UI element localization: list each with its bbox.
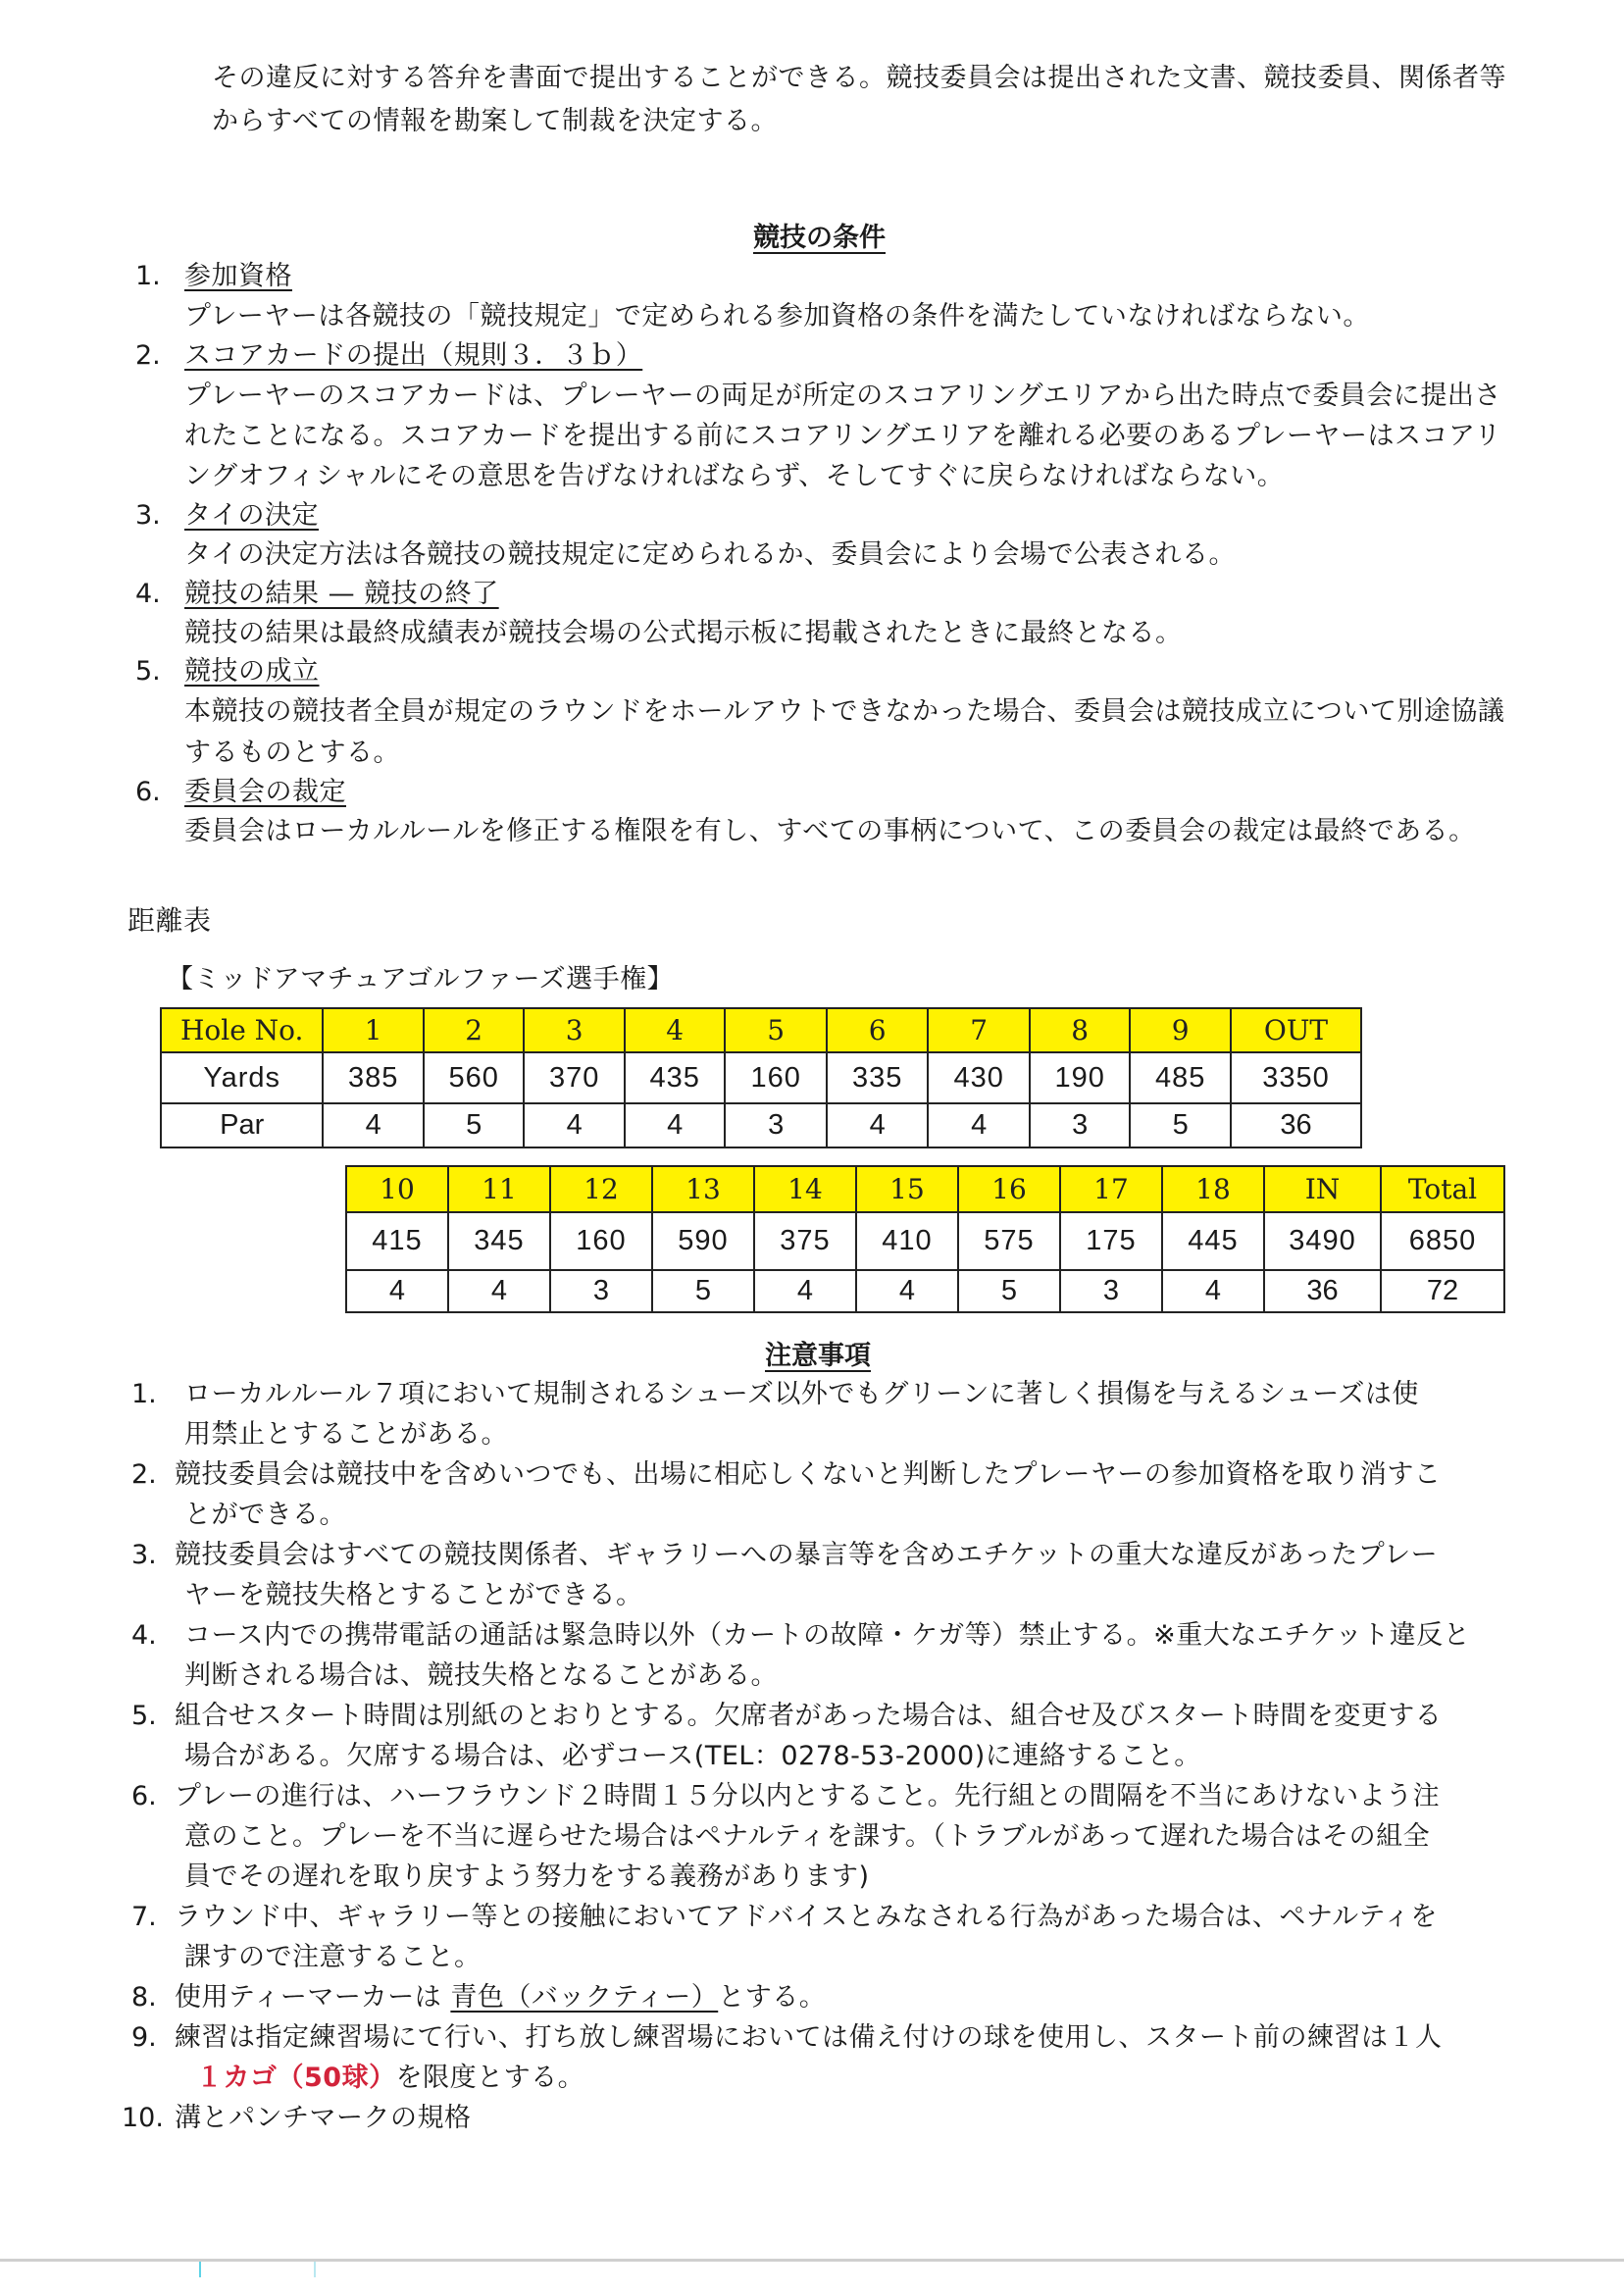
condition-heading: 競技の結果 — 競技の終了 xyxy=(184,579,499,609)
header-cell: Hole No. xyxy=(161,1008,323,1052)
yards-cell: 370 xyxy=(524,1052,625,1103)
par-cell: 5 xyxy=(958,1270,1060,1312)
yards-cell: 175 xyxy=(1060,1212,1162,1270)
condition-heading: 競技の成立 xyxy=(184,656,320,687)
section-title-conditions: 競技の条件 xyxy=(753,223,886,253)
par-cell: 3 xyxy=(550,1270,652,1312)
yards-cell: 590 xyxy=(652,1212,754,1270)
yards-cell: 415 xyxy=(346,1212,448,1270)
header-cell: IN xyxy=(1264,1166,1381,1212)
note-line: ヤーを競技失格とすることができる。 xyxy=(184,1580,643,1610)
note-line: 判断される場合は、競技失格となることがある。 xyxy=(184,1660,778,1691)
yards-cell: 160 xyxy=(725,1052,827,1103)
note-text: 使用ティーマーカーは xyxy=(175,1982,451,2013)
note-number: 2. xyxy=(131,1459,157,1490)
par-row xyxy=(161,1103,1361,1147)
intro-line: からすべての情報を勘案して制裁を決定する。 xyxy=(212,106,778,136)
par-cell: 4 xyxy=(928,1103,1030,1147)
yards-cell: 445 xyxy=(1162,1212,1264,1270)
header-cell: 11 xyxy=(448,1166,550,1212)
yards-cell: 435 xyxy=(625,1052,726,1103)
note-number: 4. xyxy=(131,1620,157,1651)
header-cell: 7 xyxy=(928,1008,1030,1052)
condition-body: タイの決定方法は各競技の競技規定に定められるか、委員会により会場で公表される。 xyxy=(184,539,1236,570)
yards-cell: 190 xyxy=(1030,1052,1131,1103)
yards-cell: 3490 xyxy=(1264,1212,1381,1270)
header-cell: Total xyxy=(1381,1166,1504,1212)
note-line: 組合せスタート時間は別紙のとおりとする。欠席者があった場合は、組合せ及びスタート時間を変更する xyxy=(175,1701,1443,1731)
condition-body: プレーヤーのスコアカードは、プレーヤーの両足が所定のスコアリングエリアから出た時点で委員会に提出さ xyxy=(184,381,1501,411)
yards-cell: 160 xyxy=(550,1212,652,1270)
par-cell: 5 xyxy=(1130,1103,1231,1147)
note-number: 7. xyxy=(131,1902,157,1932)
note-number: 6. xyxy=(131,1781,157,1811)
yards-cell: 560 xyxy=(424,1052,525,1103)
note-line: 員でその遅れを取り戻すよう努力をする義務があります) xyxy=(184,1861,870,1892)
scan-artifact xyxy=(199,2262,201,2277)
header-cell: 1 xyxy=(323,1008,424,1052)
header-cell: 5 xyxy=(725,1008,827,1052)
par-cell: Par xyxy=(161,1103,323,1147)
condition-number: 5. xyxy=(135,656,161,687)
par-cell: 3 xyxy=(1060,1270,1162,1312)
header-cell: 15 xyxy=(856,1166,958,1212)
condition-heading: 委員会の裁定 xyxy=(184,777,346,807)
header-cell: 18 xyxy=(1162,1166,1264,1212)
header-cell: 12 xyxy=(550,1166,652,1212)
header-cell: 2 xyxy=(424,1008,525,1052)
yards-row xyxy=(346,1212,1504,1270)
yards-cell: 385 xyxy=(323,1052,424,1103)
par-cell: 4 xyxy=(448,1270,550,1312)
scan-edge-line xyxy=(0,2259,1624,2262)
par-cell: 72 xyxy=(1381,1270,1504,1312)
tee-marker-value: 青色（バックティー） xyxy=(450,1982,719,2013)
note-line: 競技委員会はすべての競技関係者、ギャラリーへの暴言等を含めエチケットの重大な違反があったプレー xyxy=(175,1540,1439,1570)
practice-limit-highlight: １カゴ（50球） xyxy=(196,2063,396,2093)
note-line: 練習は指定練習場にて行い、打ち放し練習場においては備え付けの球を使用し、スタート前の練習は１人 xyxy=(175,2022,1443,2053)
par-cell: 4 xyxy=(856,1270,958,1312)
par-row xyxy=(346,1270,1504,1312)
note-line: 場合がある。欠席する場合は、必ずコース(TEL：0278-53-2000)に連絡すること。 xyxy=(184,1741,1201,1771)
header-cell: OUT xyxy=(1231,1008,1361,1052)
yards-cell: 375 xyxy=(754,1212,856,1270)
yards-cell: 430 xyxy=(928,1052,1030,1103)
header-cell: 3 xyxy=(524,1008,625,1052)
hole-number-row xyxy=(346,1166,1504,1212)
note-line: 溝とパンチマークの規格 xyxy=(175,2103,472,2133)
distance-table-back xyxy=(345,1165,1505,1313)
header-cell: 9 xyxy=(1130,1008,1231,1052)
note-line: 競技委員会は競技中を含めいつでも、出場に相応しくないと判断したプレーヤーの参加資格を取り消すこ xyxy=(175,1459,1442,1490)
header-cell: 16 xyxy=(958,1166,1060,1212)
condition-number: 2. xyxy=(135,340,161,371)
yards-cell: 3350 xyxy=(1231,1052,1361,1103)
yards-cell: 575 xyxy=(958,1212,1060,1270)
note-number: 9. xyxy=(131,2022,157,2053)
par-cell: 3 xyxy=(725,1103,827,1147)
note-line: ローカルルール７項において規制されるシューズ以外でもグリーンに著しく損傷を与えるシューズは使 xyxy=(184,1379,1419,1409)
condition-body: ングオフィシャルにその意思を告げなければならず、そしてすぐに戻らなければならない。 xyxy=(184,461,1285,491)
yards-cell: Yards xyxy=(161,1052,323,1103)
condition-body: するものとする。 xyxy=(184,738,400,768)
hole-number-row xyxy=(161,1008,1361,1052)
distance-subtitle: 【ミッドアマチュアゴルファーズ選手権】 xyxy=(167,964,675,994)
yards-cell: 485 xyxy=(1130,1052,1231,1103)
scan-artifact xyxy=(314,2262,316,2277)
note-line xyxy=(175,1981,826,2014)
par-cell: 4 xyxy=(754,1270,856,1312)
header-cell: 13 xyxy=(652,1166,754,1212)
note-text: を限度とする。 xyxy=(395,2063,585,2093)
yards-cell: 6850 xyxy=(1381,1212,1504,1270)
note-number: 8. xyxy=(131,1982,157,2013)
header-cell: 6 xyxy=(827,1008,929,1052)
condition-body: 本競技の競技者全員が規定のラウンドをホールアウトできなかった場合、委員会は競技成立について別途協議 xyxy=(184,696,1505,727)
intro-line: その違反に対する答弁を書面で提出することができる。競技委員会は提出された文書、競技委員、関係者等 xyxy=(212,63,1506,93)
yards-cell: 345 xyxy=(448,1212,550,1270)
condition-heading: スコアカードの提出（規則３．３ｂ） xyxy=(184,340,643,371)
note-line: プレーの進行は、ハーフラウンド２時間１５分以内とすること。先行組との間隔を不当にあけないよう注 xyxy=(175,1781,1441,1811)
par-cell: 4 xyxy=(1162,1270,1264,1312)
section-title-notes: 注意事項 xyxy=(765,1341,871,1371)
note-line xyxy=(196,2062,584,2095)
yards-cell: 410 xyxy=(856,1212,958,1270)
par-cell: 4 xyxy=(346,1270,448,1312)
par-cell: 5 xyxy=(652,1270,754,1312)
condition-number: 6. xyxy=(135,777,161,807)
condition-heading: 参加資格 xyxy=(184,261,292,291)
distance-title: 距離表 xyxy=(127,904,212,937)
condition-body: 競技の結果は最終成績表が競技会場の公式掲示板に掲載されたときに最終となる。 xyxy=(184,618,1183,648)
condition-body: 委員会はローカルルールを修正する権限を有し、すべての事柄について、この委員会の裁定は最終である。 xyxy=(184,816,1476,846)
yards-row xyxy=(161,1052,1361,1103)
header-cell: 4 xyxy=(625,1008,726,1052)
note-line: 意のこと。プレーを不当に遅らせた場合はペナルティを課す。（トラブルがあって遅れた場合はその組全 xyxy=(184,1821,1431,1852)
note-number: 1. xyxy=(131,1379,157,1409)
header-cell: 8 xyxy=(1030,1008,1131,1052)
condition-body: プレーヤーは各競技の「競技規定」で定められる参加資格の条件を満たしていなければならない。 xyxy=(184,301,1370,331)
note-number: 5. xyxy=(131,1701,157,1731)
note-line: とができる。 xyxy=(184,1500,346,1530)
par-cell: 3 xyxy=(1030,1103,1131,1147)
par-cell: 4 xyxy=(625,1103,726,1147)
header-cell: 14 xyxy=(754,1166,856,1212)
par-cell: 4 xyxy=(323,1103,424,1147)
note-line: ラウンド中、ギャラリー等との接触においてアドバイスとみなされる行為があった場合は、ペナルティを xyxy=(175,1902,1438,1932)
par-cell: 36 xyxy=(1264,1270,1381,1312)
note-number: 10. xyxy=(122,2103,164,2133)
condition-body: れたことになる。スコアカードを提出する前にスコアリングエリアを離れる必要のあるプレーヤーはスコアリ xyxy=(184,421,1501,451)
par-cell: 5 xyxy=(424,1103,525,1147)
par-cell: 4 xyxy=(827,1103,929,1147)
yards-cell: 335 xyxy=(827,1052,929,1103)
note-text: とする。 xyxy=(718,1982,827,2013)
header-cell: 17 xyxy=(1060,1166,1162,1212)
note-line: コース内での携帯電話の通話は緊急時以外（カートの故障・ケガ等）禁止する。※重大なエチケット違反と xyxy=(184,1620,1471,1651)
note-number: 3. xyxy=(131,1540,157,1570)
condition-heading: タイの決定 xyxy=(184,500,319,531)
header-cell: 10 xyxy=(346,1166,448,1212)
note-line: 課すので注意すること。 xyxy=(184,1942,482,1972)
condition-number: 4. xyxy=(135,579,161,609)
note-line: 用禁止とすることがある。 xyxy=(184,1419,508,1450)
par-cell: 4 xyxy=(524,1103,625,1147)
distance-table-front xyxy=(160,1007,1362,1148)
par-cell: 36 xyxy=(1231,1103,1361,1147)
condition-number: 3. xyxy=(135,500,161,531)
condition-number: 1. xyxy=(135,261,161,291)
